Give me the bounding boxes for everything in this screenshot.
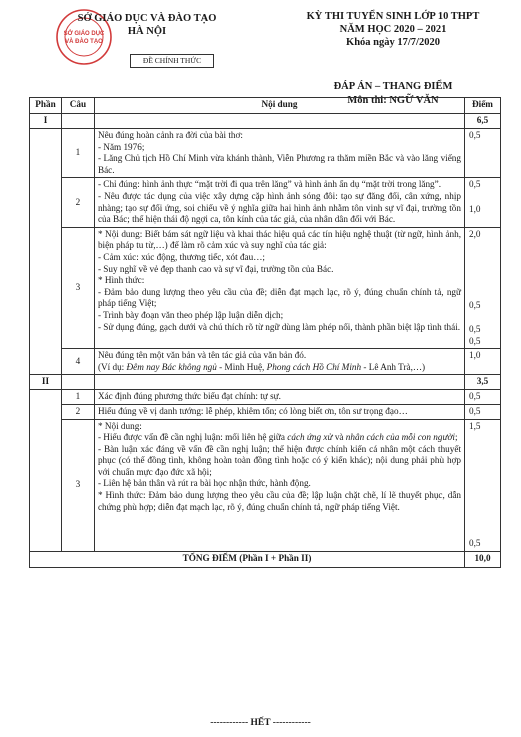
sub-score: 1,5 [469,420,481,431]
question-content [94,390,464,405]
question-score: 1,0 [465,349,501,375]
total-label: TỔNG ĐIỂM (Phần I + Phần II) [30,551,465,567]
content-line: Nêu đúng hoàn cảnh ra đời của bài thơ: [97,130,243,140]
content-line: - Chỉ đúng: hình ảnh thực “mặt trời đi qua trên lăng” và hình ảnh ẩn dụ “mặt trời trong lăng”. [97,179,442,190]
total-score: 10,0 [465,551,501,567]
sub-score: 0,5 [469,179,481,190]
content-line: - Bàn luận xác đáng về vấn đề cần nghị luận; thể hiện được chính kiến cá nhân một cách thuyết phục (có thể đồng tình, không hoàn toàn đồng tình hoặc có ý kiến khác); nội dung phải phù hợp với chuẩn mực đạo đức xã hội; [97,443,461,477]
question-score: 0,5 [465,404,501,419]
table-row [30,178,501,227]
exam-block [268,10,518,49]
content-line: - Trình bày đoạn văn theo phép lập luận diễn dịch; [97,309,284,320]
svg-text:VÀ ĐÀO TẠO: VÀ ĐÀO TẠO [65,39,103,45]
official-label: ĐỀ CHÍNH THỨC [130,54,214,68]
sub-score: 0,5 [469,323,481,334]
table-row [30,390,501,405]
question-score: 0,5 [465,129,501,178]
content-line: * Nội dung: Biết bám sát ngữ liệu và khai thác hiệu quả các tín hiệu nghệ thuật (từ ngữ, hình ảnh, biện pháp tu từ,…) để làm rõ cảm xúc và suy nghĩ của tác giả: [97,228,461,251]
content-line: - Cảm xúc: xúc động, thương tiếc, xót đau…; [97,251,265,262]
exam-date: Khóa ngày 17/7/2020 [346,37,440,48]
city-name: HÀ NỘI [127,26,167,37]
total-row [30,551,501,567]
question-content [94,129,464,178]
content-line: - Lăng Chủ tịch Hồ Chí Minh vừa khánh thành, Viễn Phương ra thăm miền Bắc và vào lăng viếng Bác. [97,153,461,175]
content-line: * Nội dung: [97,420,142,431]
part-1-score: 6,5 [465,114,501,129]
subject: Môn thi: NGỮ VĂN [347,95,439,106]
content-line: Hiểu đúng về vị danh tướng: lễ phép, khiêm tốn; có lòng biết ơn, tôn sư trọng đạo… [97,405,408,416]
sub-score: 2,0 [469,228,481,239]
content-line: - Năm 1976; [97,141,145,152]
header-question: Câu [61,98,94,114]
answer-title: ĐÁP ÁN – THANG ĐIỂM [333,81,453,92]
question-number: 1 [61,129,94,178]
sub-score: 0,5 [469,335,481,346]
table-row [30,227,501,348]
work-title: Đêm nay Bác không ngủ [126,361,217,372]
header-content: Nội dung [94,98,464,114]
emphasis: nhân cách của mỗi con người [345,432,455,443]
content-line: - Hiểu được vấn đề cần nghị luận: mối liên hệ giữa cách ứng xử và nhân cách của mỗi con người; [97,432,458,443]
content-line: (Ví dụ: Đêm nay Bác không ngủ - Minh Huệ, Phong cách Hồ Chí Minh - Lê Anh Trà,…) [97,361,426,372]
exam-name: KỲ THI TUYỂN SINH LỚP 10 THPT [306,11,480,22]
sub-score: 0,5 [469,538,481,549]
question-number: 3 [61,227,94,348]
content-line: Nêu đúng tên một văn bản và tên tác giả của văn bản đó. [97,350,307,361]
content-line: * Hình thức: [97,275,145,286]
content-line: - Suy nghĩ về vẻ đẹp thanh cao và sự vĩ đại, trường tồn của Bác. [97,263,334,274]
table-row [30,419,501,551]
question-content [94,419,464,551]
question-score [465,419,501,551]
content-line: - Đảm bảo dung lượng theo yêu cầu của đề; diễn đạt mạch lạc, rõ ý, đúng chuẩn chính tả, ngữ pháp tiếng Việt; [97,286,461,309]
part-2-row [30,375,501,390]
content-line: - Liên hệ bản thân và rút ra bài học nhận thức, hành động. [97,478,311,489]
table-row [30,129,501,178]
question-content [94,227,464,348]
table-row [30,349,501,375]
question-number: 3 [61,419,94,551]
header-score: Điểm [465,98,501,114]
sub-score: 1,0 [469,203,481,214]
header-part: Phần [30,98,62,114]
emphasis: cách ứng xử [287,432,333,443]
dept-name: SỞ GIÁO DỤC VÀ ĐÀO TẠO [77,13,217,24]
part-1-label: I [30,114,62,129]
question-number: 2 [61,404,94,419]
svg-text:SỞ GIÁO DỤC: SỞ GIÁO DỤC [63,31,105,37]
part-2-score: 3,5 [465,375,501,390]
question-content [94,349,464,375]
content-line: Xác định đúng phương thức biểu đạt chính: tự sự. [97,391,281,402]
question-number: 2 [61,178,94,227]
question-score [465,178,501,227]
question-content [94,178,464,227]
table-header-row [30,98,501,114]
content-line: - Nêu được tác dụng của việc xây dựng cặp hình ảnh sóng đôi: tạo sự đăng đối, cân xứng, nhịp nhàng; tạo sự đối ứng, soi chiếu về ý nghĩa giữa hai hình ảnh nhằm tôn vinh sự vĩ đại, trường tồn của Bác; thể hiện thái độ ngợi ca, tôn kính của tác giả, của nhân dân đối với Bác. [97,190,461,225]
question-content [94,404,464,419]
issuer-block [62,12,232,38]
content-line: - Sử dụng đúng, gạch dưới và chú thích rõ từ ngữ dùng làm phép nối, thành phần biệt lập tình thái. [97,321,461,332]
end-marker: ------------ HẾT ------------ [210,718,311,728]
content-line: * Hình thức: Đảm bảo dung lượng theo yêu cầu của đề; lập luận chặt chẽ, lí lẽ thuyết phục, dẫn chứng phù hợp; diễn đạt mạch lạc, rõ ý, đúng chuẩn chính tả, ngữ pháp tiếng Việt. [97,490,461,512]
sub-score: 0,5 [469,300,481,311]
answer-key-table [29,97,501,568]
work-title: Phong cách Hồ Chí Minh [266,361,362,372]
part-1-row [30,114,501,129]
exam-year: NĂM HỌC 2020 – 2021 [339,24,447,35]
question-number: 4 [61,349,94,375]
question-number: 1 [61,390,94,405]
part-2-label: II [30,375,62,390]
table-row [30,404,501,419]
question-score: 0,5 [465,390,501,405]
question-score [465,227,501,348]
